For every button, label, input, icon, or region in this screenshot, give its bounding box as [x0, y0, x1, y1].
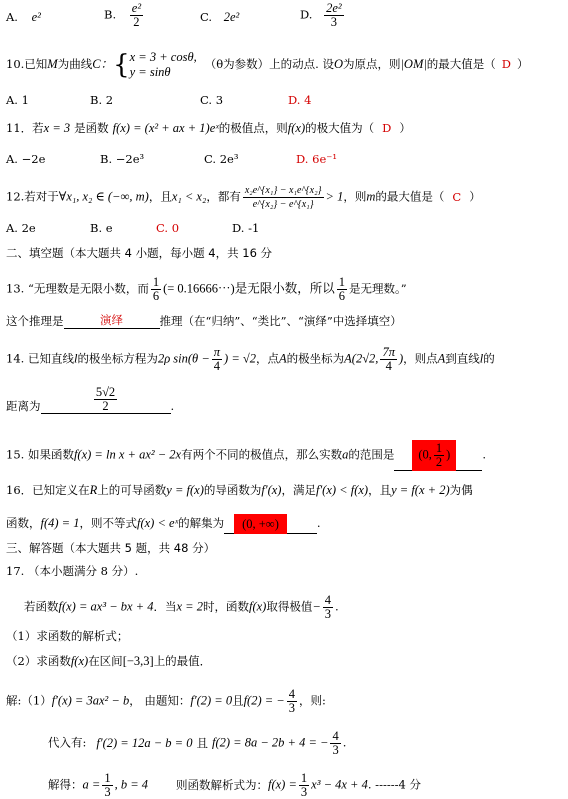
- text: .: [170, 399, 175, 413]
- fraction: [102, 772, 112, 799]
- text: ，则:: [299, 693, 326, 708]
- q16-stem: [6, 482, 473, 498]
- q10-option-b: B. 2: [90, 93, 114, 107]
- text: 且: [232, 693, 244, 708]
- q9-option-b: [104, 2, 145, 29]
- q11-stem: [6, 120, 411, 136]
- text: 的极值点，则: [218, 121, 288, 135]
- math: −: [312, 599, 321, 614]
- var: C：: [92, 57, 114, 71]
- math: f(x): [248, 599, 267, 614]
- fraction: [380, 346, 397, 373]
- math: A(2√2,: [344, 351, 379, 366]
- q9-option-d: [300, 2, 346, 29]
- text: 解得：: [48, 777, 83, 792]
- q15-stem: [6, 440, 486, 471]
- denominator: 3: [332, 743, 339, 757]
- text: 代入有:: [48, 735, 87, 750]
- answer-blank: [41, 386, 171, 414]
- q17-statement: [24, 594, 339, 621]
- q11-option-a: A. −2e: [6, 152, 46, 166]
- math: x³ − 4x + 4: [311, 777, 368, 792]
- math: > 1: [325, 189, 344, 204]
- answer: C: [452, 189, 462, 204]
- numerator: 5√2: [95, 385, 116, 399]
- text: 11．若: [6, 121, 44, 135]
- q17-part2: [6, 653, 211, 669]
- math: y = f(x): [166, 483, 204, 497]
- q10-stem: [6, 50, 529, 80]
- q14-answer-line: [6, 386, 174, 414]
- option-value: e²: [31, 10, 41, 24]
- fraction: [323, 594, 333, 621]
- answer: D: [501, 57, 512, 71]
- text: ， 由题知：: [129, 693, 191, 708]
- q10-option-d: D. 4: [288, 93, 312, 107]
- q12-option-c: C. 0: [156, 221, 180, 235]
- denominator: 3: [300, 785, 308, 799]
- math: ) = √2: [224, 351, 256, 366]
- math: f(x) =: [268, 777, 297, 792]
- option-label: D.: [300, 7, 313, 22]
- q17-solution-line3: [48, 772, 421, 799]
- q12-option-a: A. 2e: [6, 221, 36, 235]
- math: f(4) = 1: [40, 516, 80, 530]
- q17-solution-line2: [48, 730, 346, 757]
- q14-stem: [6, 346, 495, 373]
- numerator: e²: [131, 1, 142, 15]
- numerator: 4: [288, 687, 295, 701]
- numerator: 1: [300, 771, 308, 785]
- equation: x = 3 + cosθ,: [129, 50, 197, 64]
- text: ，点: [256, 351, 279, 366]
- q13-stem: [6, 276, 407, 303]
- text: 的解集为: [178, 516, 225, 530]
- text: ，满足: [281, 483, 316, 497]
- text: 到直线: [445, 351, 480, 366]
- numerator: 1: [338, 275, 345, 289]
- option-value: 2e²: [223, 10, 240, 24]
- math: f(x): [70, 654, 89, 668]
- math: f(x) = (x² + ax + 1)eˣ: [112, 121, 219, 135]
- text: 则函数解析式为：: [176, 777, 268, 792]
- q9-option-c: [200, 10, 239, 25]
- math: f(x) = ax³ − bx + 4: [58, 599, 154, 614]
- denominator: 2: [133, 15, 140, 29]
- text: .: [482, 447, 486, 462]
- option-fraction: [130, 2, 143, 29]
- text: 取得极值: [266, 599, 313, 614]
- math: ): [446, 447, 451, 462]
- text: 是函数: [74, 121, 109, 135]
- blank-line: [456, 470, 482, 471]
- math: f(x) < eˣ: [136, 516, 179, 530]
- fraction: [94, 386, 117, 413]
- text: .: [335, 599, 339, 614]
- text: ．当: [153, 599, 177, 614]
- q12-option-d: D. -1: [232, 221, 260, 235]
- var: a: [342, 447, 349, 462]
- var: l: [479, 351, 484, 366]
- option-label: A.: [6, 10, 18, 24]
- text: 函数，: [6, 516, 41, 530]
- text: 16．已知定义在: [6, 483, 90, 497]
- text: 14. 已知直线: [6, 351, 74, 366]
- fraction: [330, 730, 340, 757]
- text: 这个推理是: [6, 314, 64, 328]
- text: ，且: [368, 483, 392, 497]
- q11-option-b: B. −2e³: [100, 152, 145, 166]
- text: .: [316, 516, 321, 530]
- math: a =: [82, 777, 101, 792]
- option-fraction: [324, 2, 344, 29]
- numerator: 2e²: [326, 1, 342, 15]
- answer: D: [382, 121, 392, 135]
- text: ）: [469, 189, 481, 204]
- fraction: [151, 276, 161, 303]
- var: |OM|: [400, 57, 427, 71]
- math: f′(x) < f(x): [315, 483, 369, 497]
- q16-answer-line: [6, 514, 321, 534]
- text: 为原点，则: [342, 57, 401, 71]
- numerator: π: [213, 345, 221, 359]
- fraction: [243, 184, 324, 211]
- text: 13. “无理数是无限小数，而: [6, 281, 149, 296]
- text: . ------4 分: [367, 777, 421, 792]
- q17-solution-line1: [6, 688, 326, 715]
- math: f(x) = ln x + ax² − 2x: [73, 447, 182, 462]
- q11-option-d: D. 6e⁻¹: [296, 152, 337, 166]
- text: ，则不等式: [79, 516, 137, 530]
- fraction: [212, 346, 222, 373]
- q17-part1: （1）求函数的解析式；: [6, 629, 129, 643]
- fraction: [434, 442, 444, 469]
- q12-stem: [6, 184, 481, 211]
- numerator: 1: [152, 275, 160, 289]
- text: 的: [483, 351, 495, 366]
- text: 是无理数。”: [348, 281, 407, 296]
- text: 为曲线: [57, 57, 93, 71]
- var: l: [73, 351, 78, 366]
- text: 上的最值．: [153, 654, 212, 668]
- text: 解:（1）: [6, 693, 52, 708]
- text: 且: [196, 735, 208, 750]
- denominator: 3: [104, 785, 111, 799]
- text: 的最大值是（: [375, 189, 445, 204]
- text: 有两个不同的极值点，那么实数: [181, 447, 343, 462]
- text: 推理（在“归纳”、“类比”、“演绎”中选择填空）: [159, 314, 402, 328]
- math: f(2) = 8a − 2b + 4 = −: [211, 735, 329, 750]
- numerator: 7π: [382, 345, 395, 359]
- answer-blank: 演绎: [64, 312, 160, 329]
- param-system: [130, 50, 197, 80]
- denominator: 2: [435, 455, 443, 469]
- math: x = 2: [176, 599, 203, 614]
- blank-line: [394, 470, 412, 471]
- q17-title: 17. （本小题满分 8 分）.: [6, 564, 139, 578]
- q12-option-b: B. e: [90, 221, 113, 235]
- text: 为偶: [449, 483, 473, 497]
- section-heading-solutions: 三、解答题（本大题共 5 题，共 48 分）: [6, 541, 216, 555]
- numerator: 1: [435, 441, 443, 455]
- math: f′(x): [261, 483, 282, 497]
- text: 在区间: [88, 654, 123, 668]
- text: ）: [399, 121, 411, 135]
- math: y = f(x + 2): [391, 483, 450, 497]
- var: O: [333, 57, 343, 71]
- text: 15. 如果函数: [6, 447, 74, 462]
- math: ∀x₁, x₂ ∈ (−∞, m): [58, 189, 149, 204]
- math: , b = 4: [114, 777, 148, 792]
- text: 的极坐标方程为: [77, 351, 158, 366]
- fraction: [337, 276, 347, 303]
- text: 上的可导函数: [97, 483, 167, 497]
- q10-option-c: C. 3: [200, 93, 224, 107]
- math: f(2) = −: [243, 693, 285, 708]
- text: ）: [517, 57, 529, 71]
- text: ，则: [343, 189, 367, 204]
- fraction: [299, 772, 309, 799]
- denominator: 6: [338, 289, 345, 303]
- q13-answer-line: [6, 312, 402, 329]
- text: 10.已知: [6, 57, 48, 71]
- denominator: 6: [152, 289, 160, 303]
- denominator: 2: [102, 399, 109, 413]
- math: 2ρ sin(θ −: [157, 351, 210, 366]
- numerator: x₂e^{x₁} − x₁e^{x₂}: [244, 185, 322, 196]
- var: A: [279, 351, 287, 366]
- section-heading-fill-blank: 二、填空题（本大题共 4 小题，每小题 4，共 16 分: [6, 246, 273, 260]
- text: （2）求函数: [6, 654, 71, 668]
- text: 的极大值为（: [305, 121, 375, 135]
- text: 的导函数为: [203, 483, 262, 497]
- math: x₁ < x₂: [171, 189, 207, 204]
- math: f′(2) = 0: [190, 693, 233, 708]
- math: (0,: [418, 447, 432, 462]
- equation: y = sinθ: [129, 65, 171, 79]
- q9-option-a: [6, 10, 41, 25]
- math: [−3,3]: [122, 654, 154, 668]
- option-label: C.: [200, 10, 213, 24]
- var: m: [366, 189, 376, 204]
- denominator: 4: [385, 359, 392, 373]
- text: .: [342, 735, 347, 750]
- numerator: 4: [332, 729, 339, 743]
- blank-line: [224, 533, 234, 534]
- math: ): [398, 351, 404, 366]
- var: M: [47, 57, 58, 71]
- text: ，都有: [206, 189, 241, 204]
- text: 时，函数: [202, 599, 249, 614]
- option-label: B.: [104, 7, 117, 22]
- numerator: 4: [324, 593, 332, 607]
- text: (= 0.16666⋯)是无限小数，所以: [163, 281, 335, 296]
- text: 距离为: [6, 399, 41, 413]
- denominator: 3: [324, 607, 332, 621]
- var: R: [89, 483, 98, 497]
- text: 若函数: [24, 599, 59, 614]
- math: f′(2) = 12a − b = 0: [96, 735, 193, 750]
- text: ，且: [148, 189, 172, 204]
- text: ，则点: [403, 351, 438, 366]
- text: 的最大值是（: [426, 57, 496, 71]
- denominator: 3: [330, 15, 338, 29]
- denominator: 4: [213, 359, 221, 373]
- var: A: [437, 351, 446, 366]
- fraction: [287, 688, 297, 715]
- text: 12.若对于: [6, 189, 59, 204]
- math: f′(x) = 3ax² − b: [51, 693, 130, 708]
- blank-line: [287, 533, 317, 534]
- numerator: 1: [104, 771, 111, 785]
- math: x = 3: [43, 121, 71, 135]
- denominator: e^{x₂} − e^{x₁}: [252, 199, 314, 210]
- answer-box: [412, 440, 456, 471]
- q11-option-c: C. 2e³: [204, 152, 239, 166]
- math: f(x): [287, 121, 306, 135]
- text: 的极坐标为: [286, 351, 345, 366]
- text: （θ为参数）上的动点. 设: [204, 57, 334, 71]
- denominator: 3: [288, 701, 295, 715]
- q10-option-a: A. 1: [6, 93, 29, 107]
- brace: {: [113, 50, 130, 80]
- answer-box: (0, +∞): [234, 514, 287, 534]
- text: 的范围是: [348, 447, 395, 462]
